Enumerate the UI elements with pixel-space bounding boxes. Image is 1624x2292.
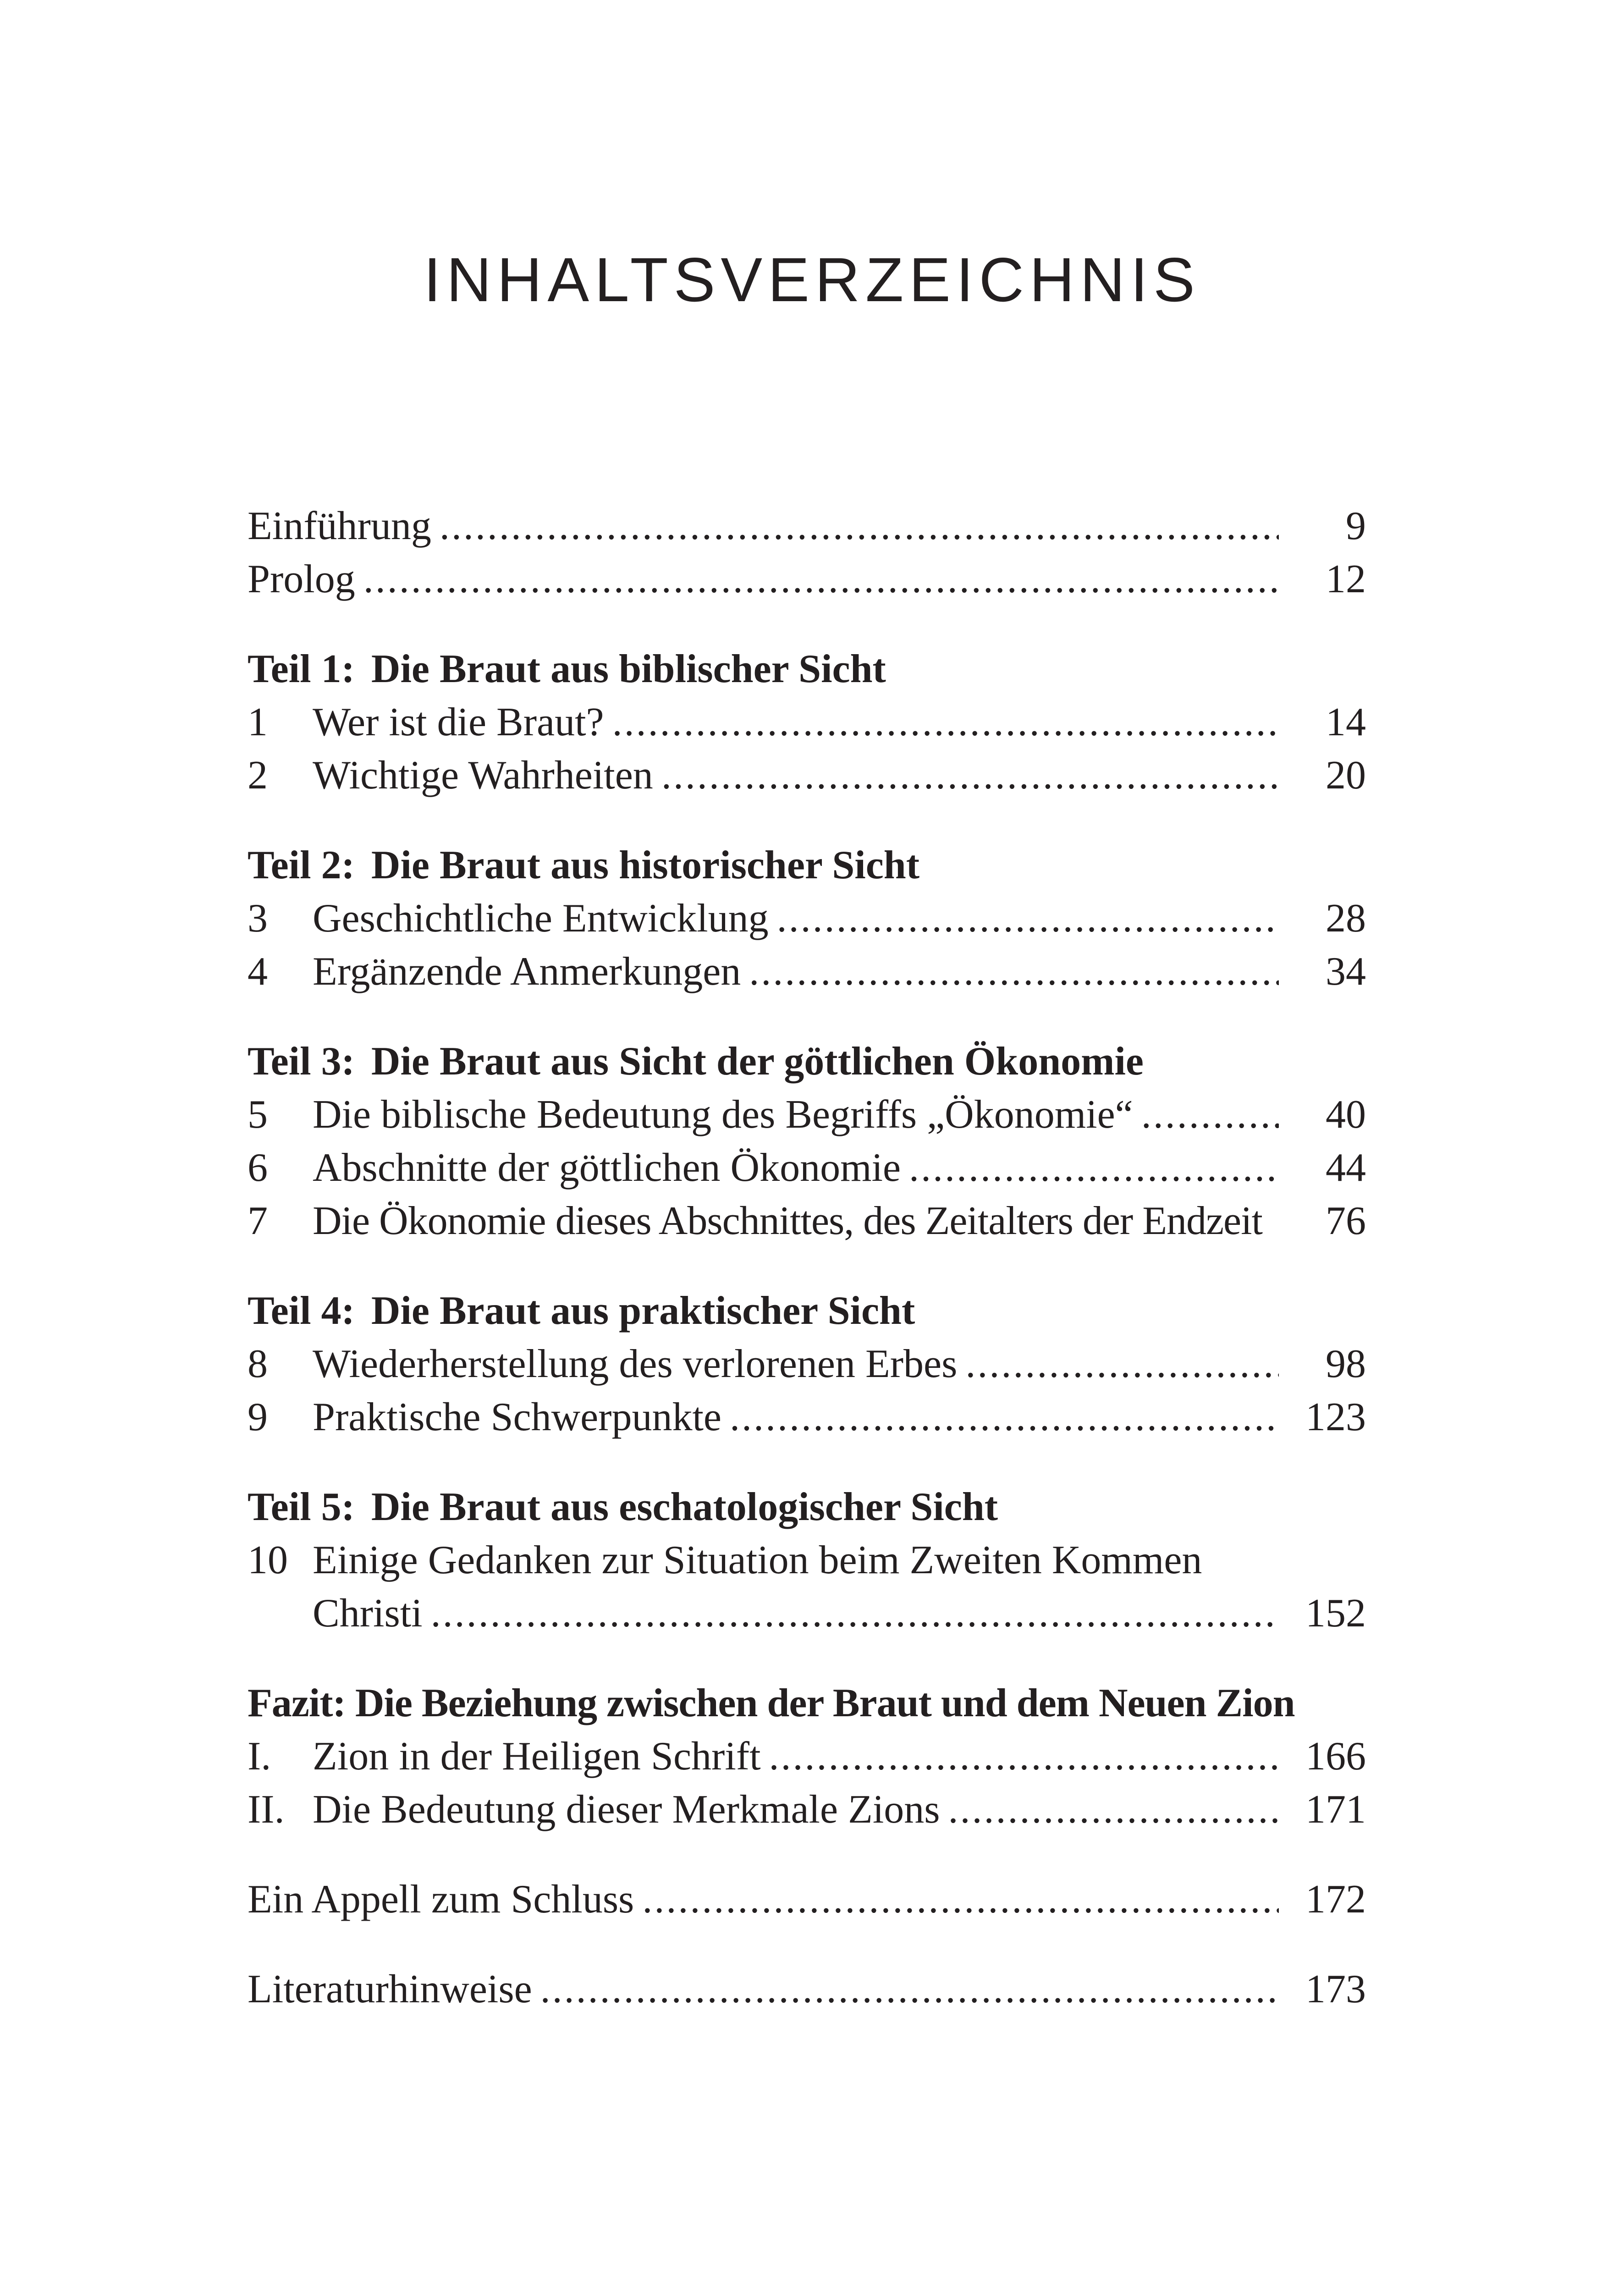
part-title: Die Braut aus praktischer Sicht xyxy=(371,1289,915,1333)
toc-entry-label: Einführung xyxy=(248,504,431,548)
chapter-number: 9 xyxy=(248,1395,268,1439)
chapter-number: 2 xyxy=(248,753,268,798)
toc-entry-chapter-6[interactable] xyxy=(248,1141,1366,1195)
leader-dots xyxy=(642,1873,1279,1926)
toc-page-number: 171 xyxy=(1305,1787,1366,1832)
leader-dots xyxy=(749,945,1279,998)
leader-dots xyxy=(440,500,1279,553)
toc-entry-label: Einige Gedanken zur Situation beim Zweiten Kommen xyxy=(313,1538,1202,1582)
toc-entry-label: Literaturhinweise xyxy=(248,1967,532,2011)
toc-page-number: 40 xyxy=(1326,1092,1366,1137)
table-of-contents xyxy=(248,500,1366,2016)
part-number: Teil 1: xyxy=(248,647,355,691)
toc-entry-chapter-4[interactable] xyxy=(248,945,1366,998)
toc-entry-chapter-1[interactable] xyxy=(248,696,1366,749)
part-number: Teil 4: xyxy=(248,1289,355,1333)
part-heading-1 xyxy=(248,643,1366,696)
fazit-heading: Fazit: Die Beziehung zwischen der Braut und dem Neuen Zion xyxy=(248,1681,1295,1725)
toc-page-number: 98 xyxy=(1326,1342,1366,1386)
toc-page-number: 166 xyxy=(1305,1734,1366,1779)
leader-dots xyxy=(769,1730,1279,1783)
part-title: Die Braut aus Sicht der göttlichen Ökonomie xyxy=(371,1039,1144,1084)
toc-entry-label: Ein Appell zum Schluss xyxy=(248,1877,634,1922)
toc-page-number: 34 xyxy=(1326,949,1366,994)
part-number: Teil 2: xyxy=(248,843,355,887)
part-number: Teil 5: xyxy=(248,1485,355,1529)
toc-page-number: 20 xyxy=(1326,753,1366,798)
part-title: Die Braut aus historischer Sicht xyxy=(371,843,920,887)
toc-entry-label: Wer ist die Braut? xyxy=(313,700,604,744)
toc-page-number: 14 xyxy=(1326,700,1366,744)
toc-entry-chapter-10-continued[interactable] xyxy=(248,1587,1366,1640)
toc-entry-fazit-2[interactable] xyxy=(248,1783,1366,1836)
leader-dots xyxy=(730,1391,1279,1444)
part-heading-4 xyxy=(248,1284,1366,1338)
chapter-number: I. xyxy=(248,1734,271,1779)
toc-entry-chapter-9[interactable] xyxy=(248,1391,1366,1444)
leader-dots xyxy=(948,1783,1279,1836)
toc-entry-label: Zion in der Heiligen Schrift xyxy=(313,1734,761,1779)
toc-page-number: 173 xyxy=(1305,1967,1366,2011)
toc-entry-appell[interactable] xyxy=(248,1873,1366,1926)
part-title: Die Braut aus biblischer Sicht xyxy=(371,647,886,691)
leader-dots xyxy=(909,1141,1279,1195)
toc-entry-einfuehrung[interactable] xyxy=(248,500,1366,553)
toc-entry-chapter-10[interactable] xyxy=(248,1534,1366,1587)
chapter-number: II. xyxy=(248,1787,285,1832)
toc-entry-label: Die Ökonomie dieses Abschnittes, des Zeitalters der Endzeit xyxy=(313,1199,1262,1243)
toc-entry-chapter-2[interactable] xyxy=(248,749,1366,802)
page-title: INHALTSVERZEICHNIS xyxy=(424,245,1200,314)
toc-entry-label: Praktische Schwerpunkte xyxy=(313,1395,721,1439)
chapter-number: 1 xyxy=(248,700,268,744)
toc-entry-chapter-8[interactable] xyxy=(248,1338,1366,1391)
toc-entry-prolog[interactable] xyxy=(248,553,1366,606)
toc-entry-label: Wiederherstellung des verlorenen Erbes xyxy=(313,1342,958,1386)
toc-entry-label: Ergänzende Anmerkungen xyxy=(313,949,741,994)
chapter-number: 10 xyxy=(248,1538,288,1582)
toc-page-number: 12 xyxy=(1326,557,1366,601)
leader-dots xyxy=(363,553,1279,606)
toc-entry-chapter-5[interactable] xyxy=(248,1088,1366,1141)
chapter-number: 8 xyxy=(248,1342,268,1386)
toc-entry-label: Prolog xyxy=(248,557,355,601)
toc-entry-literatur[interactable] xyxy=(248,1963,1366,2016)
toc-entry-chapter-3[interactable] xyxy=(248,892,1366,945)
toc-page-number: 123 xyxy=(1305,1395,1366,1439)
leader-dots xyxy=(540,1963,1279,2016)
toc-entry-chapter-7[interactable] xyxy=(248,1195,1366,1248)
toc-entry-label: Abschnitte der göttlichen Ökonomie xyxy=(313,1146,901,1190)
leader-dots xyxy=(661,749,1279,802)
chapter-number: 4 xyxy=(248,949,268,994)
chapter-number: 3 xyxy=(248,896,268,941)
part-title: Die Braut aus eschatologischer Sicht xyxy=(371,1485,998,1529)
leader-dots xyxy=(1141,1088,1279,1141)
toc-entry-label: Die biblische Bedeutung des Begriffs „Ökonomie“ xyxy=(313,1092,1133,1137)
part-heading-3 xyxy=(248,1035,1366,1088)
toc-page-number: 44 xyxy=(1326,1146,1366,1190)
leader-dots xyxy=(777,892,1279,945)
part-heading-2 xyxy=(248,839,1366,892)
toc-entry-label: Die Bedeutung dieser Merkmale Zions xyxy=(313,1787,940,1832)
toc-page-number: 152 xyxy=(1305,1591,1366,1636)
leader-dots xyxy=(431,1587,1279,1640)
chapter-number: 6 xyxy=(248,1146,268,1190)
part-number: Teil 3: xyxy=(248,1039,355,1084)
chapter-number: 7 xyxy=(248,1199,268,1243)
leader-dots xyxy=(965,1338,1279,1391)
toc-entry-label-continued: Christi xyxy=(313,1591,423,1636)
toc-page-number: 76 xyxy=(1326,1199,1366,1243)
toc-page-number: 9 xyxy=(1346,504,1366,548)
part-heading-5 xyxy=(248,1481,1366,1534)
leader-dots xyxy=(612,696,1279,749)
toc-entry-label: Geschichtliche Entwicklung xyxy=(313,896,769,941)
toc-page-number: 172 xyxy=(1305,1877,1366,1922)
chapter-number: 5 xyxy=(248,1092,268,1137)
toc-page-number: 28 xyxy=(1326,896,1366,941)
toc-entry-fazit-1[interactable] xyxy=(248,1730,1366,1783)
toc-entry-label: Wichtige Wahrheiten xyxy=(313,753,653,798)
